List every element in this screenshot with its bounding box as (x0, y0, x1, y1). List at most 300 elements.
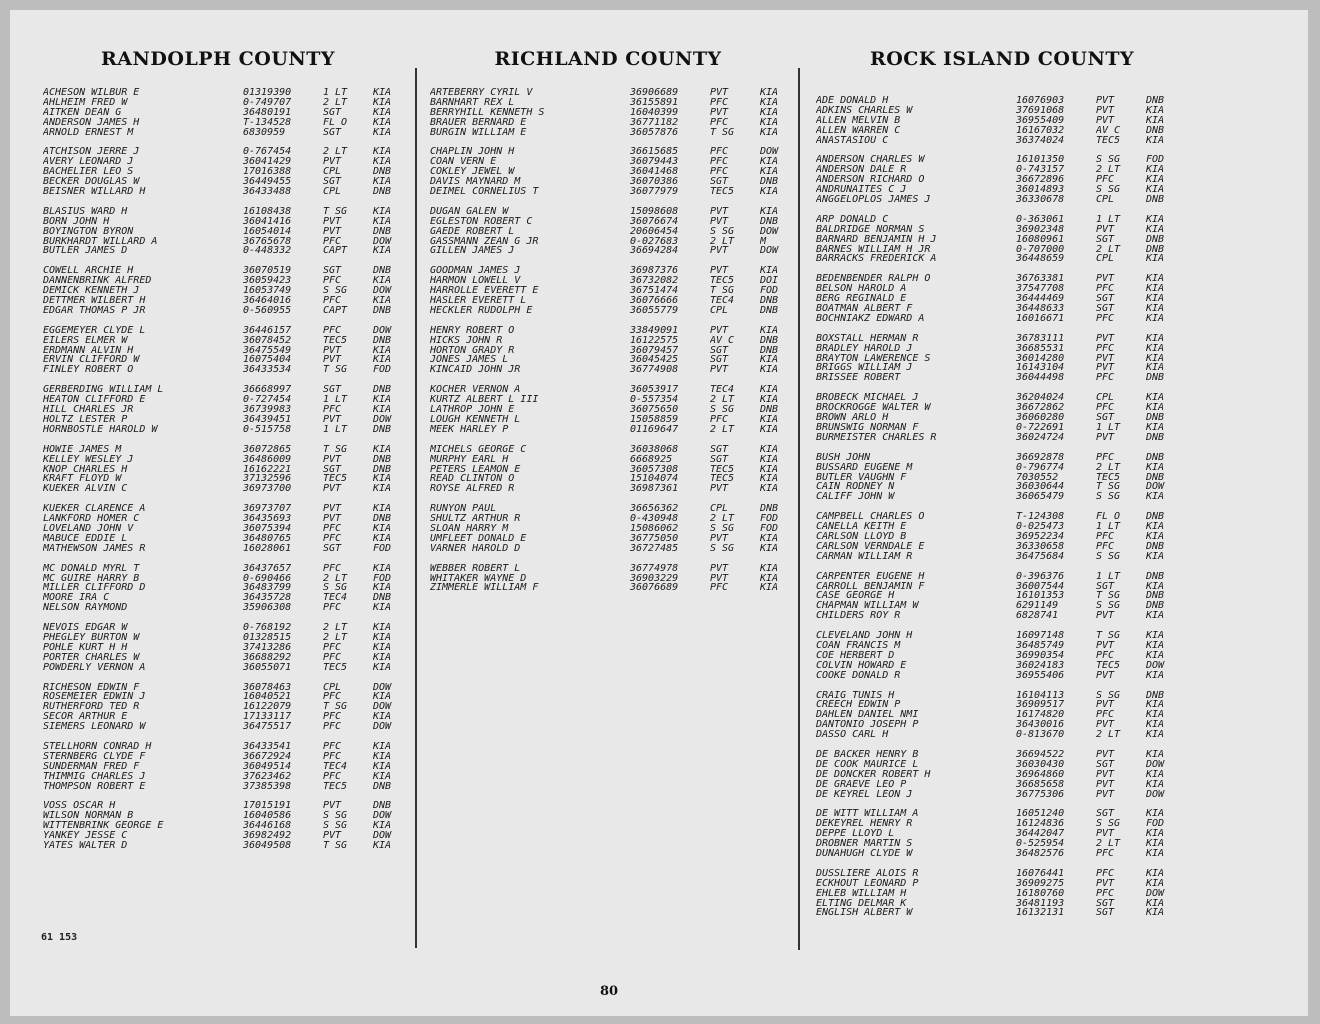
rank: S SG (710, 523, 735, 534)
status: KIA (373, 127, 392, 138)
roster-entry (816, 780, 1181, 790)
rank: PFC (323, 533, 342, 544)
status: DNB (1146, 541, 1165, 552)
rank: 2 LT (323, 632, 348, 643)
rank: PVT (710, 533, 729, 544)
name: HENRY ROBERT O (430, 325, 515, 336)
name: WEBBER ROBERT L (430, 563, 521, 574)
serial-number: 36903229 (630, 573, 679, 584)
status: KIA (760, 385, 779, 396)
name: MURPHY EARL H (430, 454, 509, 465)
roster-entry (43, 365, 408, 375)
name: BARNARD BENJAMIN H J (816, 234, 937, 245)
status: KIA (760, 583, 779, 594)
roster-entry (43, 187, 408, 197)
name: CLEVELAND JOHN H (816, 631, 913, 641)
serial-number: 36044498 (1016, 373, 1065, 384)
name: MILLER CLIFFORD D (43, 583, 146, 594)
rank: PVT (1096, 333, 1115, 344)
rank: SGT (323, 177, 342, 188)
entry-group (816, 869, 1181, 918)
serial-number: 36075650 (630, 405, 679, 415)
entry-group (430, 147, 795, 196)
name: RUNYON PAUL (430, 504, 497, 515)
name: ENGLISH ALBERT W (816, 908, 913, 919)
status: KIA (373, 652, 392, 663)
entry-group (430, 326, 795, 375)
footer-code: 61 153 (41, 932, 78, 943)
rank: PVT (1096, 700, 1115, 711)
name: READ CLINTON O (430, 474, 515, 485)
rank: 2 LT (1096, 244, 1121, 255)
serial-number: 36775050 (630, 533, 679, 544)
serial-number: 36771182 (630, 117, 679, 128)
rank: PFC (710, 414, 729, 425)
name: KNOP CHARLES H (43, 464, 128, 475)
roster-entry (816, 363, 1181, 373)
name: RUTHERFORD TED R (43, 702, 140, 713)
county-heading-randolph: RANDOLPH COUNTY (101, 48, 335, 70)
serial-number: 16028061 (243, 543, 292, 554)
status: KIA (1146, 393, 1165, 404)
status: KIA (373, 771, 392, 782)
name: COLVIN HOWARD E (816, 660, 907, 671)
rank: S SG (1096, 601, 1121, 612)
rank: PVT (710, 88, 729, 98)
serial-number: 37132596 (243, 474, 292, 485)
name: WILSON NORMAN B (43, 811, 134, 822)
name: CARPENTER EUGENE H (816, 571, 925, 582)
status: KIA (760, 157, 779, 168)
serial-number: 36430016 (1016, 720, 1065, 731)
roster-entry (430, 177, 795, 187)
name: BRISSEE ROBERT (816, 373, 901, 384)
name: CARLSON VERNDALE E (816, 541, 925, 552)
status: KIA (1146, 631, 1165, 641)
roster-entry (816, 710, 1181, 720)
name: UMFLEET DONALD E (430, 533, 527, 544)
serial-number: 16016671 (1016, 313, 1065, 324)
serial-number: 37413286 (243, 642, 292, 653)
name: GOODMAN JAMES J (430, 266, 521, 277)
roster-entry (816, 195, 1181, 205)
roster-entry (43, 633, 408, 643)
rank: PFC (323, 642, 342, 653)
serial-number: 36444469 (1016, 294, 1065, 305)
status: KIA (760, 107, 779, 118)
name: BRAYTON LAWERENCE S (816, 353, 931, 364)
status: KIA (760, 563, 779, 574)
rank: SGT (1096, 759, 1115, 770)
name: ANDERSON CHARLES W (816, 155, 925, 166)
roster-entry (43, 455, 408, 465)
roster-entry (430, 276, 795, 286)
rank: PVT (323, 157, 342, 168)
name: DANNENBRINK ALFRED (43, 276, 152, 287)
rank: 1 LT (323, 395, 348, 406)
serial-number: 36057308 (630, 464, 679, 475)
rank: TEC5 (323, 662, 348, 673)
status: KIA (760, 543, 779, 554)
status: KIA (760, 365, 779, 376)
status: KIA (373, 147, 392, 158)
name: BECKER DOUGLAS W (43, 177, 140, 188)
rank: T SG (1096, 631, 1121, 641)
rank: CAPT (323, 305, 348, 316)
rank: PVT (1096, 789, 1115, 800)
serial-number: 6291149 (1016, 601, 1059, 612)
name: DEKEYREL HENRY R (816, 819, 913, 830)
entry-group (43, 147, 408, 196)
name: VARNER HAROLD D (430, 543, 521, 554)
serial-number: 0-796774 (1016, 462, 1065, 473)
roster-entry (43, 147, 408, 157)
status: DOW (1146, 759, 1165, 770)
roster-entry (43, 177, 408, 187)
rank: 2 LT (323, 623, 348, 633)
status: KIA (1146, 105, 1165, 116)
name: BUSSARD EUGENE M (816, 462, 913, 473)
serial-number: 36672924 (243, 751, 292, 762)
roster-entry (816, 899, 1181, 909)
roster-entry (816, 463, 1181, 473)
rank: S SG (1096, 185, 1121, 196)
document-page (10, 10, 1308, 1016)
status: DNB (373, 781, 392, 792)
roster-entry (430, 98, 795, 108)
status: KIA (760, 444, 779, 455)
name: BRADLEY HAROLD J (816, 343, 913, 354)
entry-group (816, 96, 1181, 145)
name: MOORE IRA C (43, 593, 110, 604)
name: LANKFORD HOMER C (43, 514, 140, 524)
column-divider (798, 68, 800, 950)
serial-number: 36987376 (630, 266, 679, 277)
roster-entry (430, 574, 795, 584)
name: ARTEBERRY CYRIL V (430, 88, 533, 98)
serial-number: 0-767454 (243, 147, 292, 158)
serial-number: 36990354 (1016, 650, 1065, 661)
name: KUEKER CLARENCE A (43, 504, 146, 515)
status: KIA (760, 454, 779, 465)
entry-group (816, 572, 1181, 621)
rank: PVT (1096, 640, 1115, 651)
rank: S SG (323, 811, 348, 822)
serial-number: 16040521 (243, 692, 292, 703)
status: KIA (1146, 700, 1165, 711)
rank: PFC (323, 405, 342, 415)
roster-entry (816, 185, 1181, 195)
rank: PVT (323, 345, 342, 356)
status: KIA (373, 216, 392, 227)
status: KIA (760, 206, 779, 217)
status: KIA (1146, 551, 1165, 562)
entry-group (816, 809, 1181, 858)
roster-entry (816, 849, 1181, 859)
roster-entry (43, 514, 408, 524)
roster-entry (43, 683, 408, 693)
rank: 1 LT (323, 88, 348, 98)
entry-group (816, 155, 1181, 204)
status: KIA (1146, 779, 1165, 790)
status: FOD (760, 286, 779, 297)
serial-number: 16162221 (243, 464, 292, 475)
serial-number: 0-707000 (1016, 244, 1065, 255)
status: FOD (760, 523, 779, 534)
serial-number: 36475549 (243, 345, 292, 356)
roster-entry (430, 445, 795, 455)
rank: T SG (323, 841, 348, 851)
name: ERVIN CLIFFORD W (43, 355, 140, 366)
status: DNB (1146, 234, 1165, 245)
roster-entry (816, 879, 1181, 889)
rank: FL O (1096, 512, 1121, 523)
status: KIA (373, 841, 392, 851)
status: DNB (1146, 452, 1165, 463)
roster-entry (43, 286, 408, 296)
entry-group (816, 274, 1181, 323)
roster-entry (816, 354, 1181, 364)
status: KIA (1146, 313, 1165, 324)
name: EGLESTON ROBERT C (430, 216, 533, 227)
roster-entry (816, 393, 1181, 403)
serial-number: 36030430 (1016, 759, 1065, 770)
status: DNB (1146, 512, 1165, 523)
roster-entry (43, 534, 408, 544)
name: DUGAN GALEN W (430, 206, 509, 217)
status: KIA (1146, 640, 1165, 651)
serial-number: 36672862 (1016, 403, 1065, 414)
serial-number: 36053917 (630, 385, 679, 396)
serial-number: 36059423 (243, 276, 292, 287)
serial-number: 37385398 (243, 781, 292, 792)
status: KIA (1146, 175, 1165, 186)
roster-entry (430, 306, 795, 316)
serial-number: 36739983 (243, 405, 292, 415)
serial-number: 16124836 (1016, 819, 1065, 830)
rank: PFC (323, 722, 342, 732)
entry-group (43, 445, 408, 494)
roster-entry (43, 524, 408, 534)
rank: SGT (323, 107, 342, 118)
roster-entry (816, 542, 1181, 552)
serial-number: 36774978 (630, 563, 679, 574)
rank: PFC (1096, 849, 1115, 859)
roster-entry (43, 217, 408, 227)
roster-entry (43, 484, 408, 494)
serial-number: 36987361 (630, 484, 679, 495)
roster-entry (816, 175, 1181, 185)
rank: PVT (323, 226, 342, 237)
rank: 2 LT (1096, 462, 1121, 473)
serial-number: 16076441 (1016, 868, 1065, 879)
status: FOD (373, 365, 392, 376)
roster-entry (816, 651, 1181, 661)
roster-entry (816, 522, 1181, 532)
status: KIA (1146, 185, 1165, 196)
rank: SGT (323, 543, 342, 554)
roster-entry (816, 482, 1181, 492)
status: DOW (760, 147, 779, 158)
roster-entry (816, 473, 1181, 483)
roster-entry (816, 591, 1181, 601)
serial-number: 0-525954 (1016, 839, 1065, 849)
roster-entry (816, 770, 1181, 780)
name: BUSH JOHN (816, 452, 871, 463)
serial-number: 36480765 (243, 533, 292, 544)
name: ECKHOUT LEONARD P (816, 878, 919, 889)
serial-number: 0-515758 (243, 424, 292, 435)
name: ADE DONALD H (816, 96, 889, 106)
serial-number: 0-690466 (243, 573, 292, 584)
rank: PVT (1096, 720, 1115, 731)
status: FOD (1146, 155, 1165, 166)
rank: PVT (1096, 670, 1115, 681)
roster-entry (816, 314, 1181, 324)
entry-group (816, 453, 1181, 502)
status: DNB (1146, 373, 1165, 384)
rank: T SG (1096, 482, 1121, 493)
serial-number: 36692878 (1016, 452, 1065, 463)
roster-entry (43, 831, 408, 841)
rank: 2 LT (323, 573, 348, 584)
rank: PVT (323, 454, 342, 465)
serial-number: 36763381 (1016, 274, 1065, 285)
name: CAIN RODNEY N (816, 482, 895, 493)
serial-number: 36481193 (1016, 898, 1065, 909)
status: DNB (760, 216, 779, 227)
status: KIA (373, 523, 392, 534)
serial-number: 01319390 (243, 88, 292, 98)
roster-entry (43, 207, 408, 217)
rank: PFC (323, 771, 342, 782)
rank: SGT (1096, 294, 1115, 305)
name: HECKLER RUDOLPH E (430, 305, 533, 316)
serial-number: 17133117 (243, 712, 292, 723)
roster-entry (43, 266, 408, 276)
name: DUNAHUGH CLYDE W (816, 849, 913, 859)
name: MATHEWSON JAMES R (43, 543, 146, 554)
status: DNB (373, 454, 392, 465)
roster-entry (430, 296, 795, 306)
roster-entry (816, 889, 1181, 899)
status: DNB (373, 167, 392, 178)
name: POHLE KURT H H (43, 642, 128, 653)
status: KIA (373, 583, 392, 594)
roster-entry (43, 445, 408, 455)
roster-column-rock-island (816, 96, 1181, 928)
status: DNB (373, 424, 392, 435)
status: KIA (1146, 868, 1165, 879)
name: ANDRUNAITES C J (816, 185, 907, 196)
rank: SGT (1096, 413, 1115, 423)
roster-entry (816, 720, 1181, 730)
status: DNB (373, 593, 392, 604)
rank: SGT (710, 355, 729, 366)
serial-number: 17016388 (243, 167, 292, 178)
status: KIA (760, 395, 779, 406)
status: KIA (1146, 898, 1165, 909)
name: COAN FRANCIS M (816, 640, 901, 651)
rank: PFC (323, 692, 342, 703)
serial-number: 16180760 (1016, 888, 1065, 899)
name: ARNOLD ERNEST M (43, 127, 134, 138)
roster-entry (816, 582, 1181, 592)
name: WHITAKER WAYNE D (430, 573, 527, 584)
name: BOATMAN ALBERT F (816, 304, 913, 314)
serial-number: 37623462 (243, 771, 292, 782)
serial-number: 0-743157 (1016, 165, 1065, 176)
rank: PVT (323, 355, 342, 366)
status: DNB (373, 801, 392, 812)
rank: SGT (1096, 898, 1115, 909)
roster-entry (43, 821, 408, 831)
rank: CPL (710, 305, 729, 316)
serial-number: 16104113 (1016, 690, 1065, 701)
roster-entry (43, 306, 408, 316)
status: KIA (1146, 531, 1165, 542)
status: KIA (760, 573, 779, 584)
rank: PVT (1096, 829, 1115, 840)
rank: SGT (1096, 234, 1115, 245)
serial-number: 16076903 (1016, 96, 1065, 106)
roster-entry (43, 246, 408, 256)
serial-number: 0-025473 (1016, 522, 1065, 532)
roster-entry (430, 425, 795, 435)
status: FOD (373, 573, 392, 584)
rank: 2 LT (1096, 839, 1121, 849)
roster-entry (816, 691, 1181, 701)
roster-entry (430, 544, 795, 554)
name: SUNDERMAN FRED F (43, 761, 140, 772)
roster-entry (430, 583, 795, 593)
serial-number: 6828741 (1016, 611, 1059, 622)
name: BROWN ARLO H (816, 413, 889, 423)
rank: PVT (1096, 779, 1115, 790)
name: BRIGGS WILLIAM J (816, 363, 913, 374)
rank: 2 LT (1096, 165, 1121, 176)
entry-group (816, 631, 1181, 680)
name: VOSS OSCAR H (43, 801, 116, 812)
status: KIA (373, 632, 392, 643)
serial-number: 01169647 (630, 424, 679, 435)
status: KIA (373, 662, 392, 673)
entry-group (43, 88, 408, 137)
rank: S SG (1096, 155, 1121, 166)
roster-entry (43, 742, 408, 752)
serial-number: 15104074 (630, 474, 679, 485)
roster-entry (43, 653, 408, 663)
roster-entry (430, 346, 795, 356)
name: BURMEISTER CHARLES R (816, 432, 937, 443)
roster-entry (43, 474, 408, 484)
roster-entry (430, 514, 795, 524)
status: KIA (373, 107, 392, 118)
roster-entry (430, 336, 795, 346)
roster-entry (816, 334, 1181, 344)
name: DUSSLIERE ALOIS R (816, 868, 919, 879)
serial-number: 0-396376 (1016, 571, 1065, 582)
name: AITKEN DEAN G (43, 107, 122, 118)
status: KIA (760, 474, 779, 485)
roster-entry (430, 187, 795, 197)
roster-entry (43, 574, 408, 584)
entry-group (430, 266, 795, 315)
status: DNB (1146, 244, 1165, 255)
rank: TEC5 (710, 464, 735, 475)
status: KIA (1146, 462, 1165, 473)
serial-number: 0-448332 (243, 246, 292, 257)
